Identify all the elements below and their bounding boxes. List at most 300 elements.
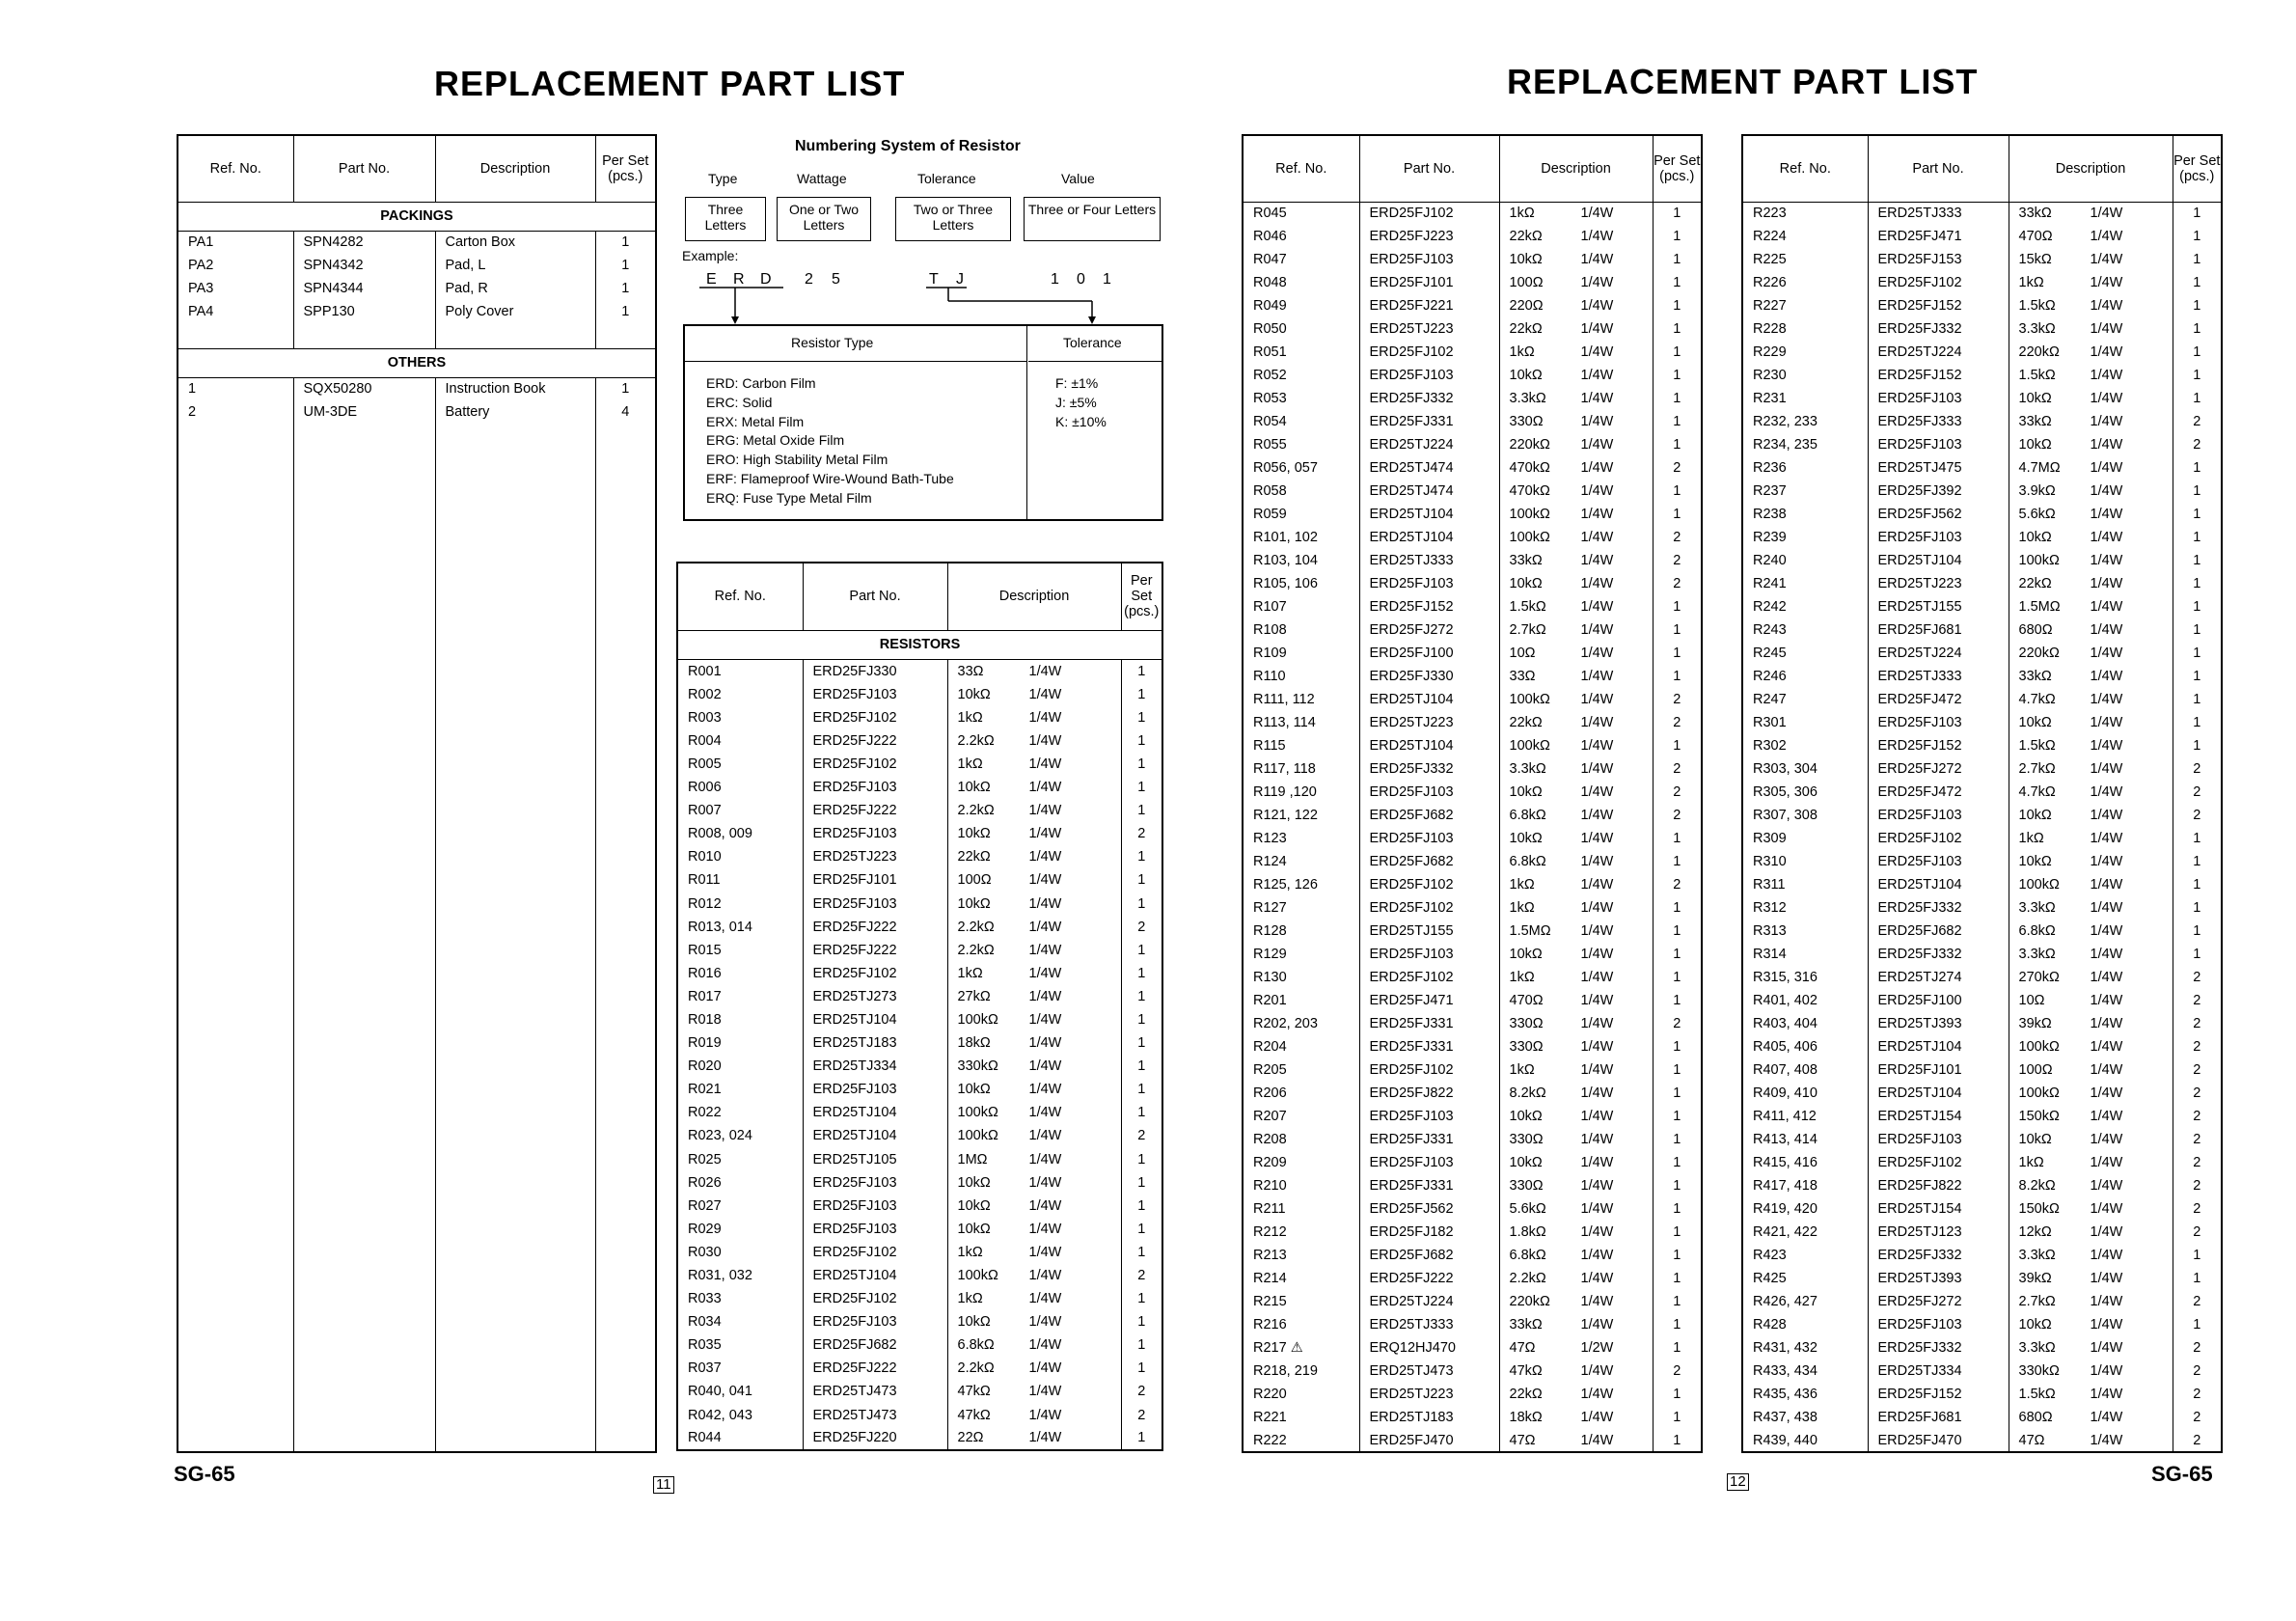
qty: 1: [1653, 225, 1702, 248]
wattage-value: 1/4W: [2090, 877, 2123, 893]
part-header: Part No.: [293, 135, 435, 202]
example-char-r: R: [733, 271, 745, 288]
ref-no: R209: [1243, 1151, 1359, 1174]
description: [947, 962, 1121, 985]
table-row: [1243, 1105, 1702, 1128]
description: [1499, 549, 1653, 572]
resistance-value: 5.6kΩ: [1509, 1201, 1546, 1217]
wattage-value: 1/4W: [1580, 321, 1614, 337]
part-no: ERD25FJ102: [1359, 966, 1499, 989]
description: [947, 939, 1121, 962]
qty: 1: [1121, 985, 1162, 1008]
ref-no: R055: [1243, 433, 1359, 456]
qty: 1: [1121, 706, 1162, 729]
wattage-value: 1/4W: [1028, 849, 1062, 865]
qty: 1: [2173, 317, 2222, 341]
ref-no: R234, 235: [1742, 433, 1868, 456]
ref-no: R301: [1742, 711, 1868, 734]
wattage-value: 1/4W: [2090, 831, 2123, 846]
part-no: ERD25FJ102: [1359, 896, 1499, 920]
table-row: [1243, 595, 1702, 618]
ref-no: R413, 414: [1742, 1128, 1868, 1151]
wattage-value: 1/4W: [1580, 808, 1614, 823]
example-char-j: J: [956, 271, 964, 288]
ref-no: R052: [1243, 364, 1359, 387]
part-no: ERD25FJ102: [1359, 341, 1499, 364]
table-row: [1243, 804, 1702, 827]
ref-no: R037: [677, 1357, 803, 1380]
ref-no: R307, 308: [1742, 804, 1868, 827]
part-no: ERD25TJ155: [1868, 595, 2009, 618]
qty: 1: [2173, 896, 2222, 920]
table-row: [1742, 1406, 2222, 1429]
part-no: ERD25FJ331: [1359, 1128, 1499, 1151]
wattage-value: 1/4W: [2090, 715, 2123, 730]
ref-no: 2: [178, 400, 293, 424]
description: [947, 753, 1121, 776]
resistance-value: 3.3kΩ: [2018, 1340, 2056, 1356]
qty: 1: [1121, 1357, 1162, 1380]
table-row: [1742, 572, 2222, 595]
ref-no: R011: [677, 868, 803, 892]
wattage-value: 1/4W: [2090, 1132, 2123, 1147]
ref-no: R002: [677, 683, 803, 706]
ref-no: R049: [1243, 294, 1359, 317]
qty: 2: [2173, 1128, 2222, 1151]
resistance-value: 10kΩ: [2018, 530, 2052, 545]
part-no: ERD25TJ393: [1868, 1267, 2009, 1290]
qty: 2: [2173, 433, 2222, 456]
resistance-value: 330Ω: [1509, 1132, 1544, 1147]
part-no: ERD25FJ681: [1868, 618, 2009, 642]
wattage-value: 1/4W: [1028, 1128, 1062, 1144]
table-row: [1742, 1383, 2222, 1406]
table-row: [1742, 410, 2222, 433]
resistance-value: 2.7kΩ: [2018, 761, 2056, 777]
resistance-value: 18kΩ: [957, 1035, 991, 1052]
footer-model-left: SG-65: [174, 1462, 235, 1486]
description: [2009, 873, 2173, 896]
wattage-value: 1/4W: [2090, 784, 2123, 800]
qty: 1: [1121, 1195, 1162, 1218]
qty: 1: [1653, 364, 1702, 387]
description: [2009, 1336, 2173, 1360]
ref-no: R130: [1243, 966, 1359, 989]
resistance-value: 47kΩ: [1509, 1363, 1543, 1379]
part-no: ERD25FJ102: [803, 962, 947, 985]
qty: 1: [1653, 896, 1702, 920]
ref-no: R213: [1243, 1244, 1359, 1267]
ref-no: R309: [1742, 827, 1868, 850]
resistance-value: 3.3kΩ: [1509, 391, 1546, 406]
ref-no: R045: [1243, 202, 1359, 225]
resistance-value: 8.2kΩ: [2018, 1178, 2056, 1194]
table-row: [1742, 1221, 2222, 1244]
table-row: [1742, 225, 2222, 248]
ref-no: R205: [1243, 1058, 1359, 1082]
table-row: [1742, 1197, 2222, 1221]
wattage-value: 1/4W: [1580, 854, 1614, 869]
resistance-value: 10kΩ: [2018, 1317, 2052, 1333]
table-row: [1243, 618, 1702, 642]
table-row: [1243, 989, 1702, 1012]
qty: 1: [1653, 248, 1702, 271]
wattage-value: 1/4W: [1028, 1035, 1062, 1052]
part-no: ERD25TJ334: [803, 1055, 947, 1078]
page-number-right: 12: [1727, 1473, 1749, 1491]
qty: 1: [1653, 503, 1702, 526]
part-no: ERD25FJ272: [1359, 618, 1499, 642]
ref-no: R121, 122: [1243, 804, 1359, 827]
resistance-value: 10kΩ: [2018, 808, 2052, 823]
table-row: [1742, 1128, 2222, 1151]
wattage-value: 1/4W: [1580, 252, 1614, 267]
description: [947, 1195, 1121, 1218]
empty-cell: [435, 424, 595, 1452]
description: [1499, 966, 1653, 989]
qty: 1: [1121, 1310, 1162, 1333]
description: [2009, 341, 2173, 364]
table-row: [1243, 526, 1702, 549]
part-no: ERD25TJ223: [1359, 1383, 1499, 1406]
wattage-col-label: Wattage: [797, 171, 847, 186]
qty: 1: [2173, 642, 2222, 665]
part-no: ERD25FJ102: [803, 1241, 947, 1264]
qty: 1: [1653, 1058, 1702, 1082]
resistor-type-item: ERG: Metal Oxide Film: [706, 432, 845, 449]
wattage-value: 1/4W: [1580, 970, 1614, 985]
qty-header: Per Set (pcs.): [1653, 135, 1702, 202]
resistance-value: 3.3kΩ: [2018, 321, 2056, 337]
qty: 2: [1653, 711, 1702, 734]
qty: 1: [1653, 1082, 1702, 1105]
qty: 1: [2173, 456, 2222, 480]
part-no: ERD25FJ332: [1868, 896, 2009, 920]
ref-no: R206: [1243, 1082, 1359, 1105]
ref-no: R117, 118: [1243, 757, 1359, 781]
table-row: [1742, 711, 2222, 734]
wattage-value: 1/4W: [1580, 622, 1614, 638]
qty: 2: [2173, 1290, 2222, 1313]
resistance-value: 39kΩ: [2018, 1271, 2052, 1286]
ref-no: R421, 422: [1742, 1221, 1868, 1244]
description: [1499, 1406, 1653, 1429]
qty: 1: [1121, 799, 1162, 822]
table-row: [1243, 1290, 1702, 1313]
qty: 1: [2173, 526, 2222, 549]
resistance-value: 4.7kΩ: [2018, 784, 2056, 800]
resistance-value: 1kΩ: [957, 965, 983, 981]
description: [2009, 1383, 2173, 1406]
part-no: ERD25FJ102: [1868, 827, 2009, 850]
part-no: ERD25FJ333: [1868, 410, 2009, 433]
ref-no: R124: [1243, 850, 1359, 873]
qty: 2: [1121, 1124, 1162, 1147]
wattage-value: 1/4W: [2090, 1294, 2123, 1309]
ref-no: R022: [677, 1101, 803, 1124]
wattage-value: 1/4W: [2090, 206, 2123, 222]
resistance-value: 3.3kΩ: [2018, 900, 2056, 916]
resistance-value: 100Ω: [957, 872, 992, 889]
wattage-value: 1/4W: [2090, 275, 2123, 290]
description: [1499, 943, 1653, 966]
qty: 1: [1121, 1147, 1162, 1170]
section-header: [677, 630, 1162, 660]
description: [947, 1310, 1121, 1333]
qty: 1: [1653, 410, 1702, 433]
part-no: ERD25FJ102: [1359, 202, 1499, 225]
empty-cell: [595, 323, 656, 348]
description: [1499, 410, 1653, 433]
ref-no: R004: [677, 729, 803, 753]
part-no: SPP130: [293, 300, 435, 323]
qty: 1: [2173, 665, 2222, 688]
part-no: ERD25FJ103: [1359, 781, 1499, 804]
resistance-value: 1kΩ: [2018, 275, 2044, 290]
qty: 2: [1121, 822, 1162, 845]
ref-no: PA2: [178, 254, 293, 277]
wattage-value: 1/4W: [2090, 854, 2123, 869]
resistor-type-item: ERQ: Fuse Type Metal Film: [706, 489, 872, 506]
qty: 2: [1121, 1404, 1162, 1427]
description: [1499, 757, 1653, 781]
part-no: ERD25FJ392: [1868, 480, 2009, 503]
ref-no: PA4: [178, 300, 293, 323]
table-row: [1243, 1383, 1702, 1406]
qty: 1: [1653, 1105, 1702, 1128]
qty: 1: [2173, 364, 2222, 387]
description: [2009, 572, 2173, 595]
wattage-value: 1/4W: [1028, 732, 1062, 749]
part-no: ERD25FJ562: [1359, 1197, 1499, 1221]
ref-no: R230: [1742, 364, 1868, 387]
description: [947, 683, 1121, 706]
part-no: ERD25TJ104: [1868, 873, 2009, 896]
wattage-value: 1/4W: [2090, 761, 2123, 777]
wattage-value: 1/4W: [2090, 391, 2123, 406]
part-no: ERD25FJ103: [1359, 1105, 1499, 1128]
description: [1499, 202, 1653, 225]
table-row: [1243, 642, 1702, 665]
resistance-value: 47Ω: [2018, 1432, 2045, 1448]
wattage-value: 1/4W: [1580, 599, 1614, 615]
part-no: ERD25TJ473: [1359, 1360, 1499, 1383]
resistance-value: 22kΩ: [1509, 229, 1543, 244]
ref-no: R428: [1742, 1313, 1868, 1336]
part-no: ERD25TJ104: [1359, 503, 1499, 526]
part-no: ERD25TJ104: [803, 1124, 947, 1147]
part-no: ERD25FJ222: [803, 729, 947, 753]
part-no: ERD25FJ331: [1359, 1174, 1499, 1197]
resistance-value: 33kΩ: [1509, 553, 1543, 568]
resistance-value: 220kΩ: [1509, 437, 1550, 453]
tolerance-header: Tolerance: [1063, 335, 1122, 350]
ref-no: R212: [1243, 1221, 1359, 1244]
ref-no: R313: [1742, 920, 1868, 943]
empty-cell: [595, 424, 656, 1452]
description: [1499, 1174, 1653, 1197]
ref-no: R227: [1742, 294, 1868, 317]
part-no: ERD25FJ103: [1359, 1151, 1499, 1174]
wattage-value: 1/4W: [1028, 663, 1062, 679]
description: [1499, 1197, 1653, 1221]
table-row: [677, 1333, 1162, 1357]
part-no: ERD25FJ332: [1868, 317, 2009, 341]
empty-cell: [293, 424, 435, 1452]
resistance-value: 4.7MΩ: [2018, 460, 2061, 476]
description: [2009, 433, 2173, 456]
description: Carton Box: [435, 231, 595, 254]
resistance-value: 330Ω: [1509, 1016, 1544, 1031]
part-no: ERD25FJ682: [1359, 1244, 1499, 1267]
qty: 1: [1121, 1101, 1162, 1124]
description: [2009, 317, 2173, 341]
ref-no: R411, 412: [1742, 1105, 1868, 1128]
table-row: [677, 916, 1162, 939]
table-row: [1243, 943, 1702, 966]
qty: 1: [1121, 1427, 1162, 1450]
wattage-value: 1/4W: [1580, 530, 1614, 545]
description: [1499, 711, 1653, 734]
part-no: ERD25TJ123: [1868, 1221, 2009, 1244]
qty: 1: [1653, 1313, 1702, 1336]
description: [2009, 1128, 2173, 1151]
value-col-label: Value: [1061, 171, 1095, 186]
resistance-value: 6.8kΩ: [2018, 923, 2056, 939]
spacer-row: [178, 424, 656, 1452]
resistor-type-item: ERF: Flameproof Wire-Wound Bath-Tube: [706, 470, 954, 486]
qty: 1: [2173, 734, 2222, 757]
description: [1499, 572, 1653, 595]
table-row: [1742, 202, 2222, 225]
qty: 1: [2173, 595, 2222, 618]
resistance-value: 1kΩ: [1509, 344, 1535, 360]
example-char-d: D: [760, 271, 772, 288]
wattage-value: 1/4W: [2090, 368, 2123, 383]
wattage-value: 1/4W: [1580, 298, 1614, 314]
qty: 1: [1121, 1287, 1162, 1310]
resistance-value: 10kΩ: [957, 1174, 991, 1191]
wattage-value: 1/4W: [2090, 553, 2123, 568]
part-no: ERD25TJ393: [1868, 1012, 2009, 1035]
ref-no: R034: [677, 1310, 803, 1333]
ref-no: R247: [1742, 688, 1868, 711]
qty: 2: [1653, 873, 1702, 896]
resistance-value: 100kΩ: [957, 1105, 998, 1121]
ref-no: R026: [677, 1171, 803, 1195]
description: [2009, 711, 2173, 734]
ref-no: R214: [1243, 1267, 1359, 1290]
table-row: [677, 1078, 1162, 1101]
part-no: ERD25FJ471: [1868, 225, 2009, 248]
ref-no: R415, 416: [1742, 1151, 1868, 1174]
description: [947, 985, 1121, 1008]
description: [947, 729, 1121, 753]
table-row: [1742, 248, 2222, 271]
qty: 1: [2173, 341, 2222, 364]
ref-no: R012: [677, 892, 803, 915]
ref-no: R208: [1243, 1128, 1359, 1151]
resistance-value: 47kΩ: [957, 1407, 991, 1423]
table-row: [1742, 317, 2222, 341]
table-row: [1243, 688, 1702, 711]
description: [947, 1218, 1121, 1241]
table-row: [677, 1031, 1162, 1055]
part-no: ERD25FJ103: [803, 1218, 947, 1241]
table-row: [677, 845, 1162, 868]
part-no: ERD25FJ103: [1868, 433, 2009, 456]
description: [1499, 1035, 1653, 1058]
description: [2009, 248, 2173, 271]
wattage-value: 1/4W: [1580, 206, 1614, 222]
description: [2009, 966, 2173, 989]
ref-no: R119 ,120: [1243, 781, 1359, 804]
ref-no: R225: [1742, 248, 1868, 271]
description: Instruction Book: [435, 377, 595, 400]
table-row: [1243, 1313, 1702, 1336]
page-number-left: 11: [653, 1476, 674, 1494]
ref-no: R042, 043: [677, 1404, 803, 1427]
resistor-type-item: ERC: Solid: [706, 394, 773, 410]
qty-header: Per Set (pcs.): [595, 135, 656, 202]
resistance-value: 1kΩ: [957, 1291, 983, 1307]
qty: 1: [1653, 1197, 1702, 1221]
table-row: [1742, 1105, 2222, 1128]
table-row: [1742, 1174, 2222, 1197]
part-no: ERD25FJ152: [1868, 294, 2009, 317]
resistance-value: 10kΩ: [2018, 715, 2052, 730]
wattage-value: 1/4W: [1028, 1174, 1062, 1191]
part-no: ERD25FJ222: [803, 916, 947, 939]
description: [947, 1357, 1121, 1380]
part-no: ERD25TJ154: [1868, 1197, 2009, 1221]
ref-no: R051: [1243, 341, 1359, 364]
qty: 1: [1653, 480, 1702, 503]
resistance-value: 10kΩ: [957, 780, 991, 796]
table-row: [1243, 364, 1702, 387]
ref-no: R202, 203: [1243, 1012, 1359, 1035]
table-row: [677, 985, 1162, 1008]
part-no: ERD25TJ333: [1868, 202, 2009, 225]
wattage-value: 1/4W: [1028, 1197, 1062, 1214]
table-row: [1243, 1151, 1702, 1174]
wattage-value: 1/4W: [2090, 599, 2123, 615]
description: [1499, 271, 1653, 294]
table-row: [677, 1310, 1162, 1333]
resistance-value: 10kΩ: [1509, 947, 1543, 962]
ref-no: R216: [1243, 1313, 1359, 1336]
table-row: [1243, 1012, 1702, 1035]
resistor-type-item: ERX: Metal Film: [706, 413, 805, 429]
resistance-value: 100kΩ: [1509, 692, 1550, 707]
resistance-value: 1kΩ: [1509, 1062, 1535, 1078]
qty: 2: [1653, 781, 1702, 804]
description: [2009, 1174, 2173, 1197]
resistance-value: 330kΩ: [957, 1058, 998, 1075]
desc-header: Description: [435, 135, 595, 202]
resistance-value: 1.5kΩ: [1509, 599, 1546, 615]
wattage-value: 1/4W: [2090, 229, 2123, 244]
resistance-value: 6.8kΩ: [1509, 1248, 1546, 1263]
table-row: [1742, 595, 2222, 618]
qty: 2: [2173, 781, 2222, 804]
resistance-value: 470kΩ: [1509, 483, 1550, 499]
resistance-value: 3.9kΩ: [2018, 483, 2056, 499]
ref-no: R221: [1243, 1406, 1359, 1429]
table-row: [677, 939, 1162, 962]
description: [947, 1333, 1121, 1357]
description: [947, 776, 1121, 799]
